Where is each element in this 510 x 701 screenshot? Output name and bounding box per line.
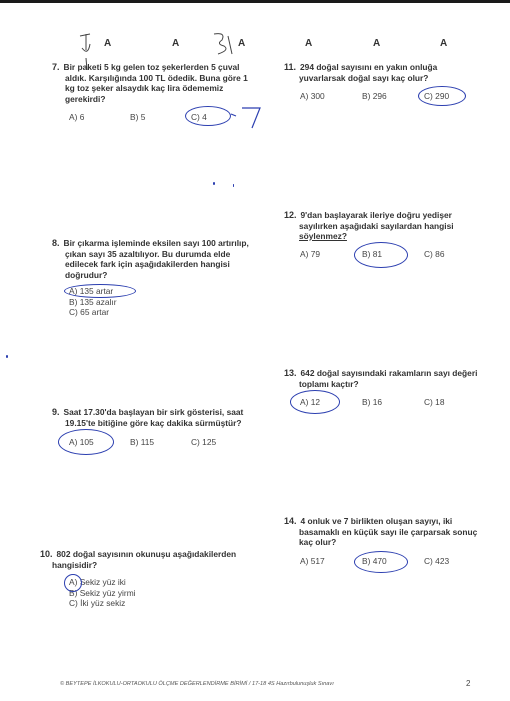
question-text: kaç olur? — [299, 537, 337, 547]
question-text: Saat 17.30'da başlayan bir sirk gösterisi, saat — [63, 407, 244, 417]
question-number: 7. — [52, 62, 60, 72]
question-text: 802 doğal sayısının okunuşu aşağıdakilerden — [56, 549, 237, 559]
question-text: edilecek fark için aşağıdakilerden hangisi — [65, 259, 230, 269]
ink-dot — [233, 184, 234, 187]
handwritten-scribble-icon — [208, 30, 238, 58]
option-a[interactable]: A) 517 — [300, 556, 325, 566]
ink-dot — [6, 355, 8, 358]
question-text: çıkan sayı 35 azaltılıyor. Bu durumda elde — [65, 248, 231, 259]
question-11 — [284, 62, 484, 83]
question-number: 9. — [52, 407, 60, 417]
option-a[interactable]: A) Sekiz yüz iki — [69, 577, 126, 587]
question-text: kg toz şeker alsaydık kaç lira ödememiz — [65, 83, 224, 93]
header-answer-1: A — [104, 38, 112, 49]
option-a[interactable]: A) 79 — [300, 249, 321, 259]
scan-top-edge — [0, 0, 510, 3]
question-text: 294 doğal sayısını en yakın onluğa — [300, 62, 438, 72]
option-c[interactable]: C) 125 — [191, 437, 217, 447]
header-answer-5: A — [373, 38, 381, 49]
question-text: Bir çıkarma işleminde eksilen sayı 100 artırılıp, — [63, 238, 249, 248]
footer-text: © BEYTEPE İLKOKULU-ORTAOKULU ÖLÇME DEĞERLENDİRME BİRİMİ / 17-18 4S Hazırbulunuşluk Sınavı — [60, 681, 334, 687]
question-number: 14. — [284, 516, 297, 526]
option-c[interactable]: C) 4 — [191, 112, 207, 122]
handwritten-seven-icon — [228, 104, 268, 130]
ink-dot — [213, 182, 215, 185]
option-a[interactable]: A) 300 — [300, 91, 325, 101]
question-12 — [284, 210, 484, 242]
option-c[interactable]: C) 423 — [424, 556, 450, 566]
question-text: Bir paketi 5 kg gelen toz şekerlerden 5 çuval — [63, 62, 240, 72]
question-14 — [284, 516, 484, 548]
option-b[interactable]: B) Sekiz yüz yirmi — [69, 587, 136, 598]
option-a[interactable]: A) 135 artar — [69, 286, 114, 296]
option-b[interactable]: B) 296 — [362, 91, 387, 101]
question-text: gerekirdi? — [65, 93, 106, 104]
option-a[interactable]: A) 6 — [69, 112, 85, 122]
option-c[interactable]: C) 290 — [424, 91, 450, 101]
header-answer-2: A — [172, 38, 180, 49]
question-8 — [52, 238, 267, 280]
option-b[interactable]: B) 470 — [362, 556, 387, 566]
page-number: 2 — [466, 679, 471, 688]
question-9 — [52, 407, 267, 428]
question-text: sayılırken aşağıdaki sayılardan hangisi — [299, 220, 454, 231]
option-b[interactable]: B) 16 — [362, 397, 383, 407]
header-answer-3: A — [238, 38, 246, 49]
option-b[interactable]: B) 81 — [362, 249, 383, 259]
question-text: 4 onluk ve 7 birlikten oluşan sayıyı, iki — [300, 516, 453, 526]
question-text: 9'dan başlayarak ileriye doğru yedişer — [300, 210, 452, 220]
question-number: 13. — [284, 368, 297, 378]
question-text: 642 doğal sayısındaki rakamların sayı değeri — [300, 368, 478, 378]
option-b[interactable]: B) 135 azalır — [69, 296, 117, 307]
option-c[interactable]: C) 65 artar — [69, 307, 110, 317]
question-8-options — [69, 286, 116, 318]
option-c[interactable]: C) İki yüz sekiz — [69, 598, 126, 608]
question-number: 12. — [284, 210, 297, 220]
option-a[interactable]: A) 12 — [300, 397, 321, 407]
option-b[interactable]: B) 115 — [130, 437, 155, 447]
question-text: yuvarlarsak doğal sayı kaç olur? — [299, 72, 429, 83]
question-text: toplamı kaçtır? — [299, 378, 359, 389]
question-text: hangisidir? — [52, 559, 98, 570]
question-number: 11. — [284, 62, 297, 72]
option-c[interactable]: C) 18 — [424, 397, 445, 407]
option-a[interactable]: A) 105 — [69, 437, 94, 447]
question-7 — [52, 62, 267, 104]
question-number: 8. — [52, 238, 60, 248]
question-text: aldık. Karşılığında 100 TL ödedik. Buna göre 1 — [65, 72, 248, 83]
question-text: 19.15'te bitiğine göre kaç dakika sürmüştür? — [65, 417, 242, 428]
header-answer-6: A — [440, 38, 448, 49]
question-text: basamaklı en küçük sayı ile çarparsak sonuç — [299, 526, 478, 537]
question-emphasis: söylenmez? — [299, 231, 347, 241]
question-10-options — [69, 577, 136, 609]
question-13 — [284, 368, 484, 389]
option-b[interactable]: B) 5 — [130, 112, 146, 122]
question-text: doğrudur? — [65, 269, 108, 280]
question-number: 10. — [40, 549, 53, 559]
question-10 — [40, 549, 270, 570]
header-answer-4: A — [305, 38, 313, 49]
option-c[interactable]: C) 86 — [424, 249, 445, 259]
